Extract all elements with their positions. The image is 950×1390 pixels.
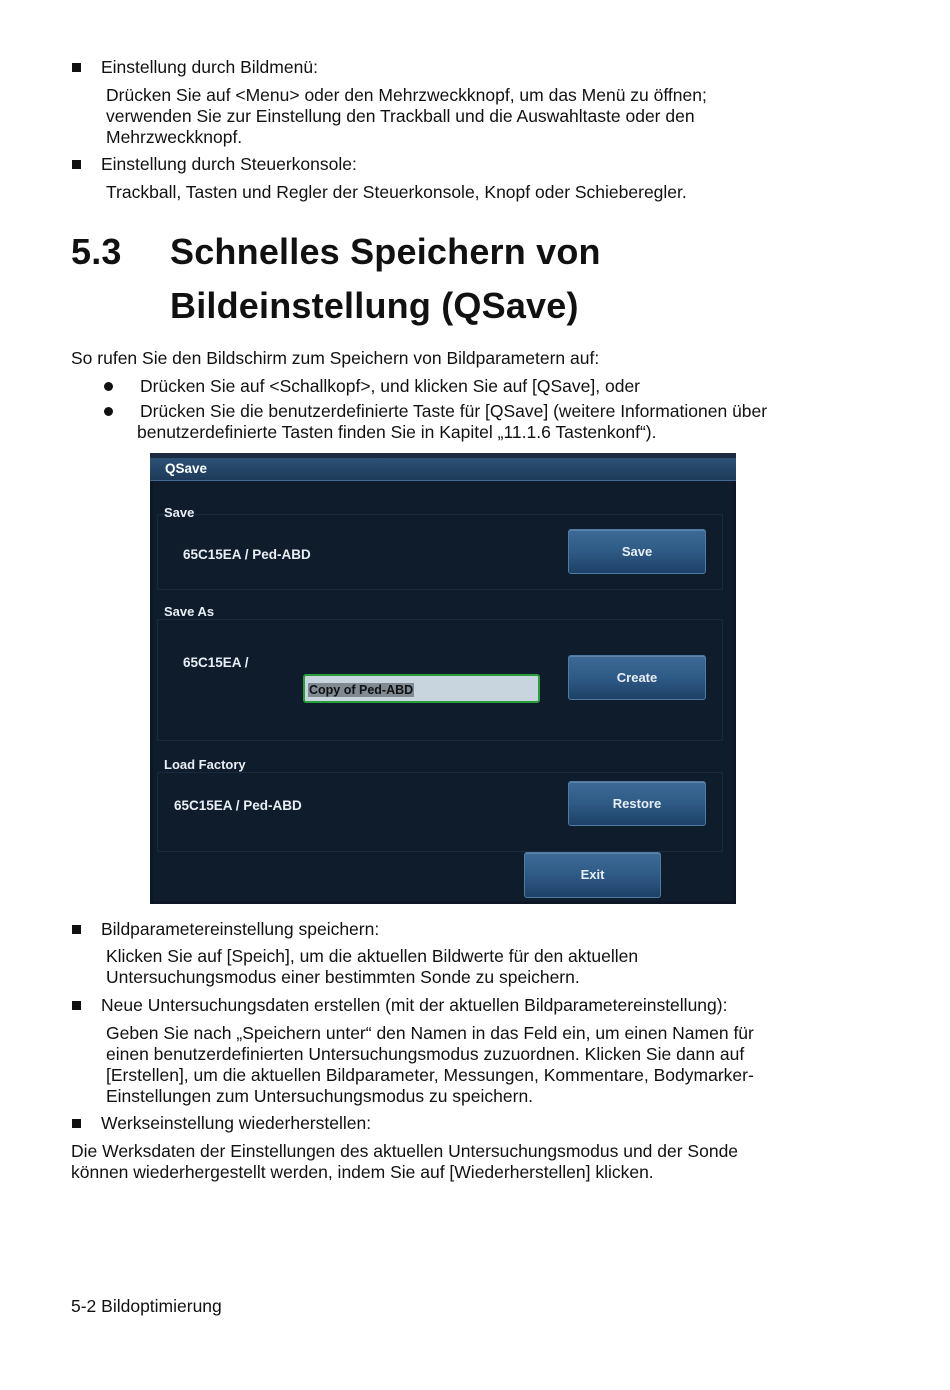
bullet-square [72, 63, 81, 72]
dot-item: Drücken Sie die benutzerdefinierte Taste für [QSave] (weitere Informationen über [140, 401, 768, 421]
bullet-title: Neue Untersuchungsdaten erstellen (mit der aktuellen Bildparametereinstellung): [101, 995, 728, 1015]
paragraph-line: verwenden Sie zur Einstellung den Trackball und die Auswahltaste oder den [106, 106, 695, 126]
bullet-square [72, 1001, 81, 1010]
paragraph-line: Geben Sie nach „Speichern unter“ den Namen in das Feld ein, um einen Namen für [106, 1023, 754, 1043]
save-as-section-label: Save As [164, 604, 215, 619]
bullet-title: Bildparametereinstellung speichern: [101, 919, 380, 939]
bullet-square [72, 925, 81, 934]
paragraph-line: einen benutzerdefinierten Untersuchungsmodus zuzuordnen. Klicken Sie dann auf [106, 1044, 745, 1064]
qsave-dialog-screenshot [150, 453, 736, 904]
section-title-line2: Bildeinstellung (QSave) [170, 285, 579, 326]
dot-item-continuation: benutzerdefinierte Tasten finden Sie in Kapitel „11.1.6 Tastenkonf“). [137, 422, 657, 442]
load-factory-section-label: Load Factory [164, 757, 246, 772]
load-factory-name: 65C15EA / Ped-ABD [174, 798, 302, 813]
paragraph-line: können wiederhergestellt werden, indem Sie auf [Wiederherstellen] klicken. [71, 1162, 654, 1182]
paragraph-line: [Erstellen], um die aktuellen Bildparameter, Messungen, Kommentare, Bodymarker- [106, 1065, 754, 1085]
paragraph-line: Die Werksdaten der Einstellungen des aktuellen Untersuchungsmodus und der Sonde [71, 1141, 739, 1161]
save-current-name: 65C15EA / Ped-ABD [183, 547, 311, 562]
dot-item: Drücken Sie auf <Schallkopf>, und klicken Sie auf [QSave], oder [140, 376, 641, 396]
paragraph-line: Untersuchungsmodus einer bestimmten Sonde zu speichern. [106, 967, 580, 987]
paragraph-line: Drücken Sie auf <Menu> oder den Mehrzweckknopf, um das Menü zu öffnen; [106, 85, 707, 105]
dialog-titlebar [150, 458, 736, 481]
restore-button[interactable]: Restore [568, 781, 706, 826]
bullet-square [72, 160, 81, 169]
bullet-dot [104, 407, 113, 416]
bullet-square [72, 1119, 81, 1128]
save-as-name-input[interactable] [303, 674, 540, 703]
save-as-prefix: 65C15EA / [183, 655, 249, 670]
section-number: 5.3 [71, 231, 122, 272]
paragraph-line: Klicken Sie auf [Speich], um die aktuellen Bildwerte für den aktuellen [106, 946, 639, 966]
save-as-input-text: Copy of Ped-ABD [309, 683, 414, 697]
bullet-title: Einstellung durch Bildmenü: [101, 57, 318, 77]
page-footer: 5-2 Bildoptimierung [71, 1296, 222, 1316]
paragraph-line: Einstellungen zum Untersuchungsmodus zu speichern. [106, 1086, 534, 1106]
lead-paragraph: So rufen Sie den Bildschirm zum Speichern von Bildparametern auf: [71, 348, 600, 368]
dialog-body [153, 481, 733, 901]
create-button[interactable]: Create [568, 655, 706, 700]
dialog-title: QSave [165, 461, 208, 476]
section-title-line1: Schnelles Speichern von [170, 231, 601, 272]
bullet-title: Einstellung durch Steuerkonsole: [101, 154, 357, 174]
bullet-title: Werkseinstellung wiederherstellen: [101, 1113, 372, 1133]
exit-button[interactable]: Exit [524, 852, 661, 898]
save-button[interactable]: Save [568, 529, 706, 574]
bullet-dot [104, 382, 113, 391]
paragraph-line: Mehrzweckknopf. [106, 127, 243, 147]
paragraph-line: Trackball, Tasten und Regler der Steuerkonsole, Knopf oder Schieberegler. [106, 182, 687, 202]
save-section-label: Save [164, 505, 195, 520]
